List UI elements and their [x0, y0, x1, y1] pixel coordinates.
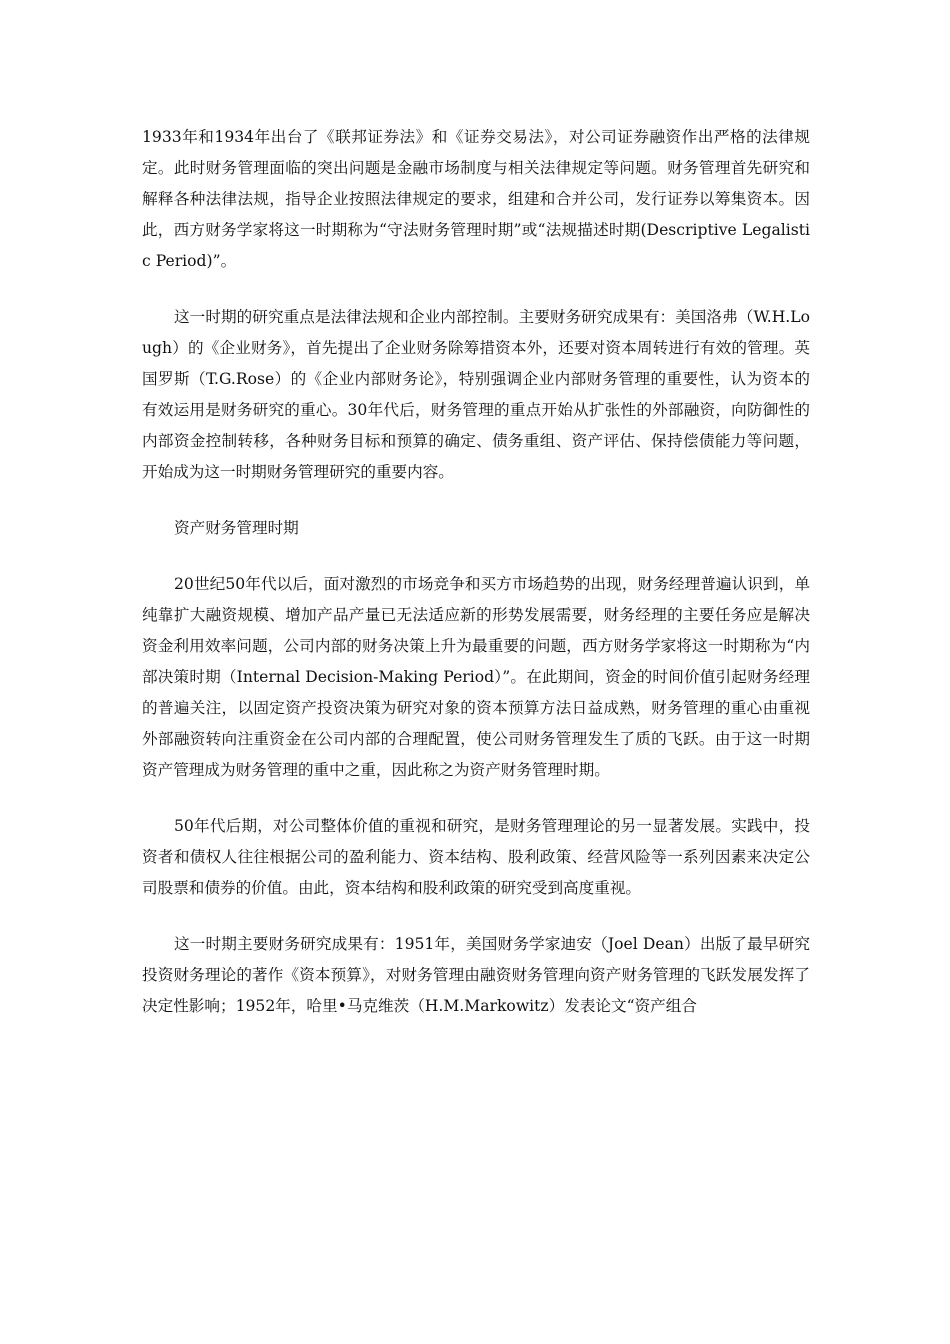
paragraph-research-results: 这一时期主要财务研究成果有：1951年，美国财务学家迪安（Joel Dean）出版了最早研究投资财务理论的著作《资本预算》，对财务管理由融资财务管理向资产财务管理的飞跃发展发挥了决定性影响；1952年，哈里•马克维茨（H.M.Markowitz）发表论文“资产组合 [142, 935, 810, 1015]
paragraph-company-value: 50年代后期，对公司整体价值的重视和研究，是财务管理理论的另一显著发展。实践中，投资者和债权人往往根据公司的盈利能力、资本结构、股利政策、经营风险等一系列因素来决定公司股票和债券的价值。由此，资本结构和股利政策的研究受到高度重视。 [142, 817, 810, 897]
section-heading-asset-period: 资产财务管理时期 [174, 519, 299, 537]
paragraph-legal-period: 1933年和1934年出台了《联邦证券法》和《证券交易法》，对公司证券融资作出严格的法律规定。此时财务管理面临的突出问题是金融市场制度与相关法律规定等问题。财务管理首先研究和解释各种法律法规，指导企业按照法律规定的要求，组建和合并公司，发行证券以筹集资本。因此，西方财务学家将这一时期称为“守法财务管理时期”或“法规描述时期(Descriptive Legalistic Period)”。 [142, 128, 810, 270]
paragraph-internal-decision: 20世纪50年代以后，面对激烈的市场竞争和买方市场趋势的出现，财务经理普遍认识到，单纯靠扩大融资规模、增加产品产量已无法适应新的形势发展需要，财务经理的主要任务应是解决资金利用效率问题，公司内部的财务决策上升为最重要的问题，西方财务学家将这一时期称为“内部决策时期（Internal Decision-Making Period）”。在此期间，资金的时间价值引起财务经理的普遍关注，以固定资产投资决策为研究对象的资本预算方法日益成熟，财务管理的重心由重视外部融资转向注重资金在公司内部的合理配置，使公司财务管理发生了质的飞跃。由于这一时期资产管理成为财务管理的重中之重，因此称之为资产财务管理时期。 [142, 575, 810, 779]
document-page [142, 122, 810, 1047]
paragraph-research-focus: 这一时期的研究重点是法律法规和企业内部控制。主要财务研究成果有：美国洛弗（W.H.Lough）的《企业财务》，首先提出了企业财务除筹措资本外，还要对资本周转进行有效的管理。英国罗斯（T.G.Rose）的《企业内部财务论》，特别强调企业内部财务管理的重要性，认为资本的有效运用是财务研究的重心。30年代后，财务管理的重点开始从扩张性的外部融资，向防御性的内部资金控制转移，各种财务目标和预算的确定、债务重组、资产评估、保持偿债能力等问题，开始成为这一时期财务管理研究的重要内容。 [142, 308, 810, 481]
